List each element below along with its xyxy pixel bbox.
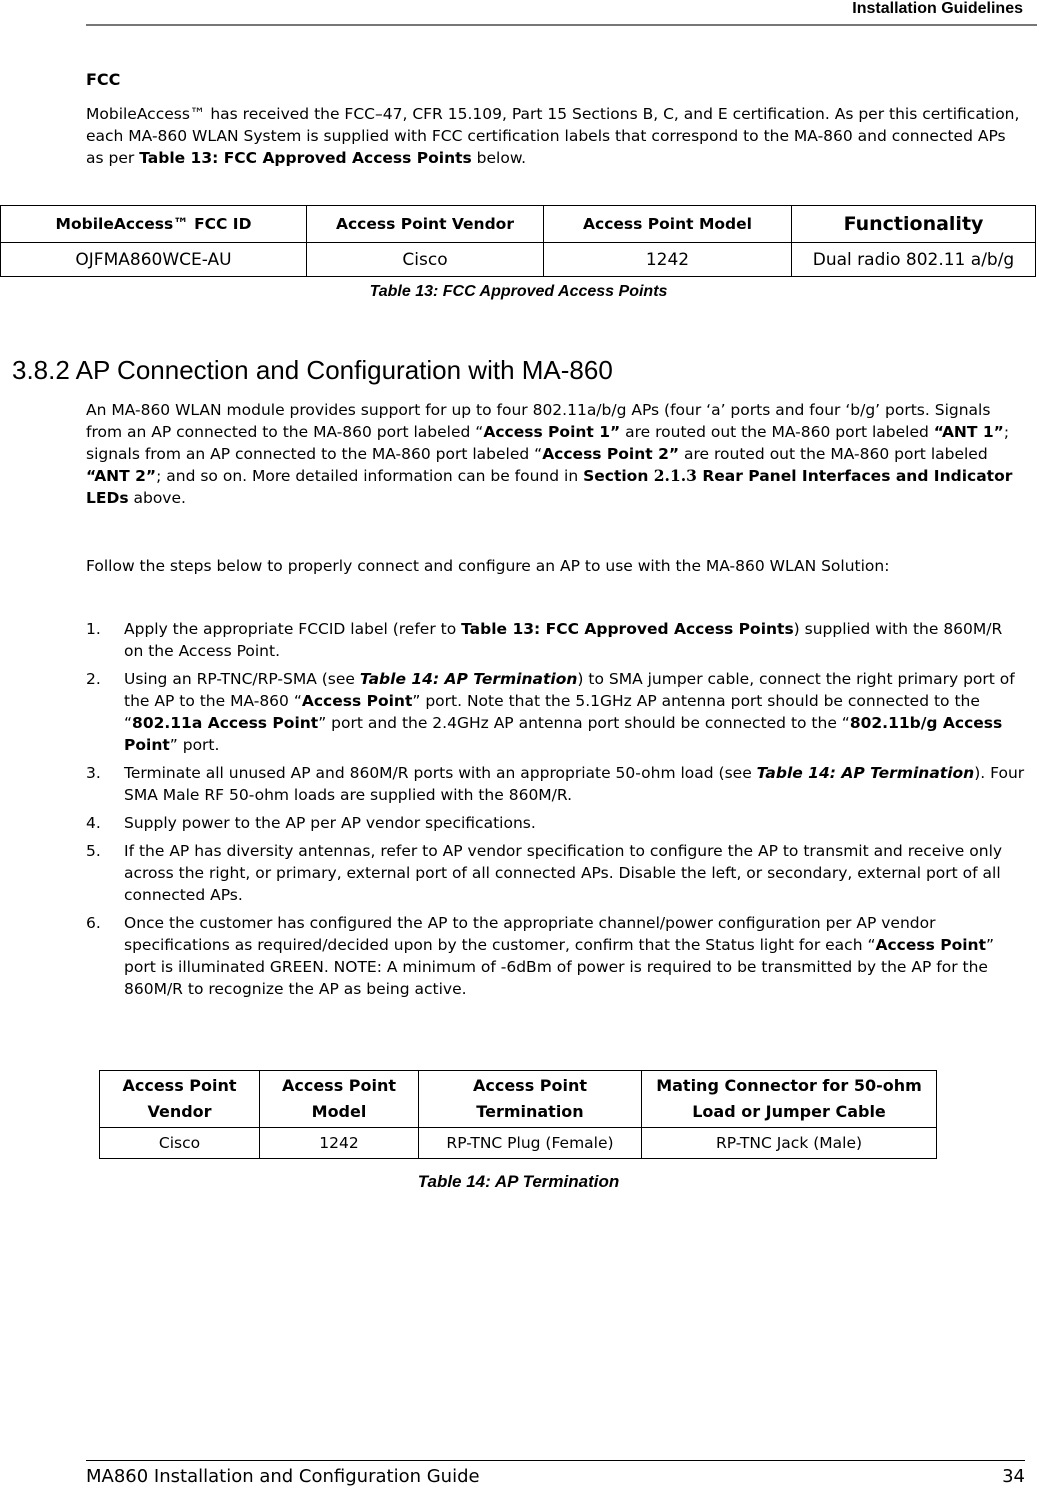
- table-header-cell: Access Point Model: [260, 1071, 419, 1128]
- table-cell: 1242: [544, 243, 792, 277]
- table-cell: Cisco: [307, 243, 544, 277]
- list-item: 4. Supply power to the AP per AP vendor specifications.: [86, 814, 536, 832]
- list-item: 5. If the AP has diversity antennas, refer to AP vendor specification to configure the AP to transmit and receive only across the right, or primary, external port of all connected APs. Disable the left, or secondary, external port of all connected APs.: [86, 842, 1003, 904]
- section-paragraph: An MA-860 WLAN module provides support for up to four 802.11a/b/g APs (four ‘a’ ports and four ‘b/g’ ports. Signals from an AP connected to the MA-860 port labeled “Access Point 1” are routed out the MA-860 port labeled “ANT 1”; signals from an AP connected to the MA-860 port labeled “Access Point 2” are routed out the MA-860 port labeled “ANT 2”; and so on. More detailed information can be found in Section 2.1.3 Rear Panel Interfaces and Indicator LEDs above.: [86, 401, 1013, 507]
- running-header-title: Installation Guidelines: [852, 0, 1023, 17]
- table-cell: RP-TNC Jack (Male): [642, 1128, 937, 1159]
- table-header-cell: Access Point Vendor: [100, 1071, 260, 1128]
- table-header-cell: Access Point Termination: [419, 1071, 642, 1128]
- ap-termination-table: [99, 1070, 937, 1159]
- table-cell: Cisco: [100, 1128, 260, 1159]
- table-header-row: [100, 1071, 937, 1128]
- table-header-cell: Mating Connector for 50-ohm Load or Jumper Cable: [642, 1071, 937, 1128]
- table-header-cell: MobileAccess™ FCC ID: [1, 206, 307, 243]
- list-item: 1. Apply the appropriate FCCID label (refer to Table 13: FCC Approved Access Points) supplied with the 860M/R on the Access Point.: [86, 620, 1003, 660]
- section-title: 3.8.2 AP Connection and Configuration with MA-860: [12, 355, 613, 385]
- table-cell: 1242: [260, 1128, 419, 1159]
- fcc-approved-table: [0, 205, 1036, 277]
- table-cell: OJFMA860WCE-AU: [1, 243, 307, 277]
- table-header-cell: Functionality: [792, 206, 1036, 243]
- table14-caption: Table 14: AP Termination: [417, 1172, 620, 1191]
- list-item: 2. Using an RP-TNC/RP-SMA (see Table 14: AP Termination) to SMA jumper cable, connect the right primary port of the AP to the MA-860 “Access Point” port. Note that the 5.1GHz AP antenna port should be connected to the “802.11a Access Point” port and the 2.4GHz AP antenna port should be connected to the “802.11b/g Access Point” port.: [86, 670, 1015, 754]
- fcc-heading: FCC: [86, 70, 121, 89]
- steps-list: [86, 618, 1026, 1006]
- table-cell: RP-TNC Plug (Female): [419, 1128, 642, 1159]
- table-header-cell: Access Point Model: [544, 206, 792, 243]
- footer-rule: [86, 1460, 1025, 1461]
- table-row: [1, 243, 1036, 277]
- list-item: 3. Terminate all unused AP and 860M/R ports with an appropriate 50-ohm load (see Table 14: AP Termination). Four SMA Male RF 50-ohm loads are supplied with the 860M/R.: [86, 764, 1025, 804]
- footer-title: MA860 Installation and Configuration Guide: [86, 1466, 480, 1487]
- table13-caption: Table 13: FCC Approved Access Points: [369, 283, 668, 300]
- fcc-paragraph: MobileAccess™ has received the FCC–47, CFR 15.109, Part 15 Sections B, C, and E certification. As per this certification, each MA-860 WLAN System is supplied with FCC certification labels that correspond to the MA-860 and connected APs as per Table 13: FCC Approved Access Points below.: [86, 105, 1020, 167]
- table-cell: Dual radio 802.11 a/b/g: [792, 243, 1036, 277]
- page-number: 34: [1002, 1466, 1025, 1487]
- table-row: [100, 1128, 937, 1159]
- table-header-cell: Access Point Vendor: [307, 206, 544, 243]
- intro-steps-paragraph: Follow the steps below to properly connect and configure an AP to use with the MA-860 WLAN Solution:: [86, 557, 890, 575]
- list-item: 6. Once the customer has configured the AP to the appropriate channel/power configuration per AP vendor specifications as required/decided upon by the customer, confirm that the Status light for each “Access Point” port is illuminated GREEN. NOTE: A minimum of -6dBm of power is required to be transmitted by the AP for the 860M/R to recognize the AP as being active.: [86, 914, 995, 998]
- table-header-row: [1, 206, 1036, 243]
- header-rule: [86, 24, 1037, 26]
